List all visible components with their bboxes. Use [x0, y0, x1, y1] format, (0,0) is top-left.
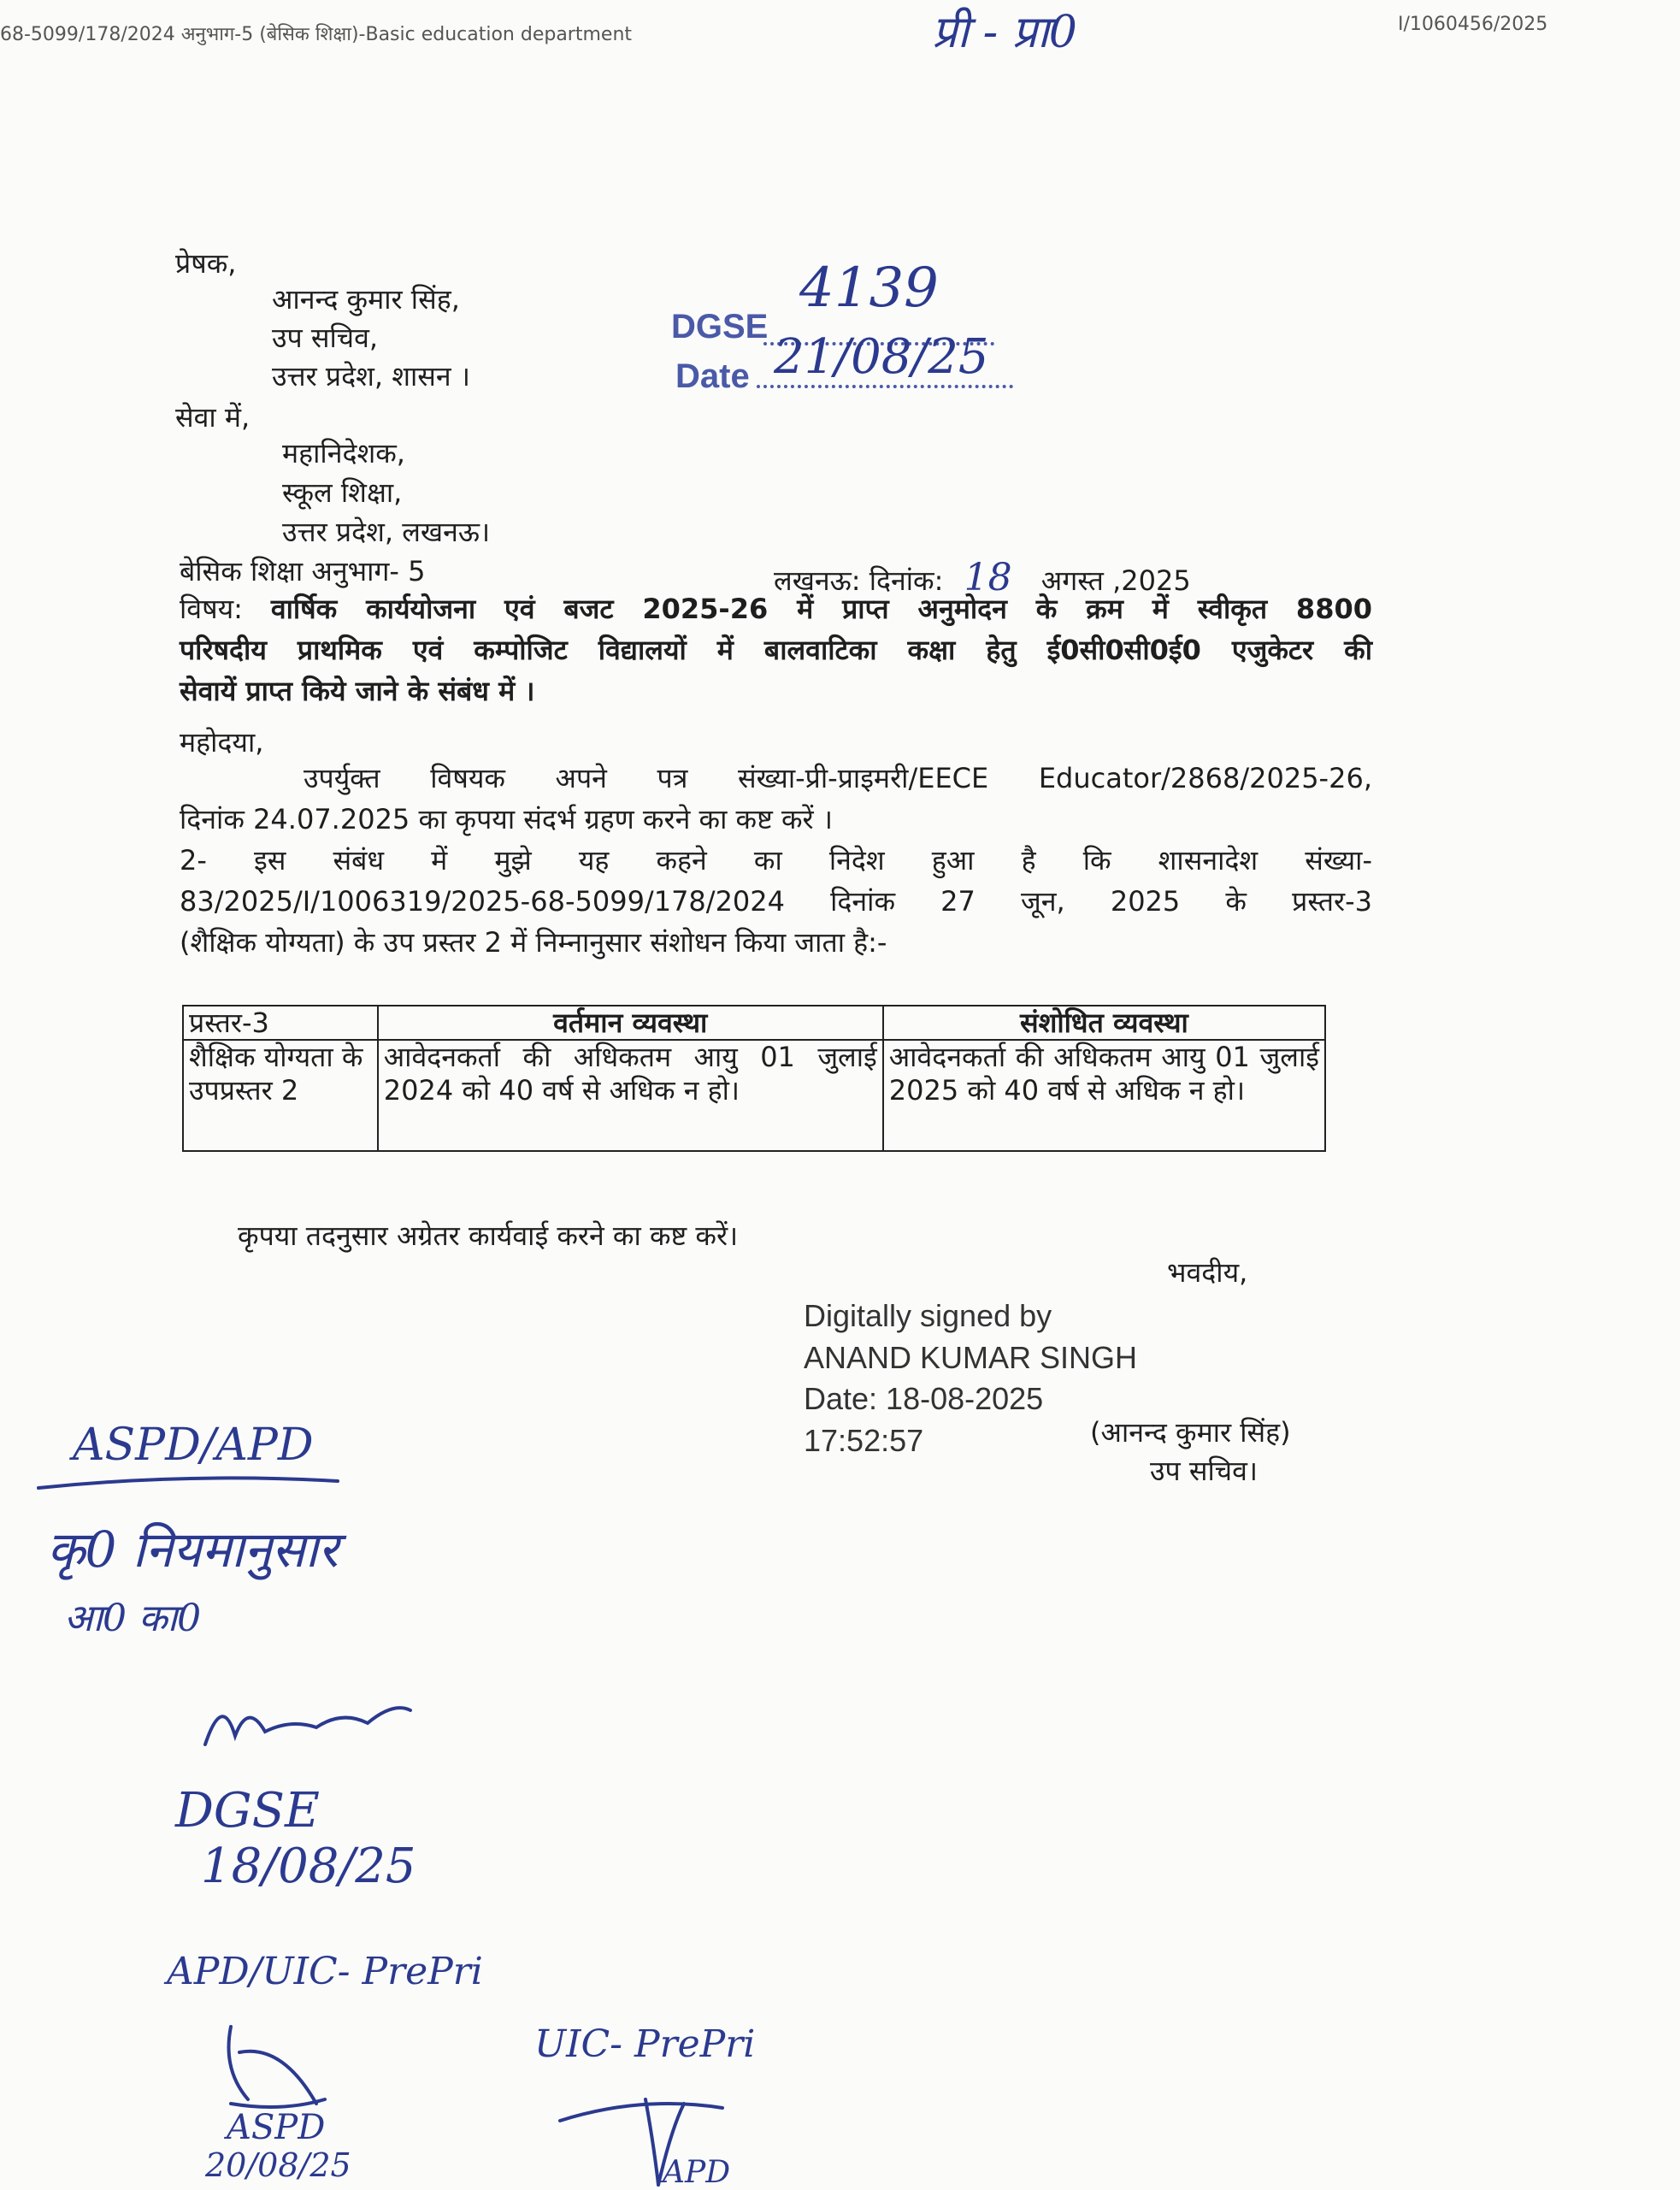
stamp-date: 21/08/25: [774, 329, 989, 385]
table-cell-para: शैक्षिक योग्यता के उपप्रस्तर 2: [183, 1040, 378, 1151]
signature-line-3: Date: 18-08-2025: [804, 1381, 1044, 1417]
initials-signature-2: [214, 2018, 333, 2112]
annotation-apd: APD: [663, 2155, 731, 2190]
digital-signature: [804, 1296, 1137, 1461]
section-name: बेसिक शिक्षा अनुभाग- 5: [180, 555, 426, 587]
stamp-date-label: Date: [675, 357, 750, 395]
annotation-dgse: DGSE: [175, 1783, 320, 1839]
subject-line-1: [180, 592, 1372, 626]
table-cell-current: आवेदनकर्ता की अधिकतम आयु 01 जुलाई 2024 को 40 वर्ष से अधिक न हो।: [378, 1040, 883, 1151]
para2-line3: (शैक्षिक योग्यता) के उप प्रस्तर 2 में निम्नानुसार संशोधन किया जाता है:-: [180, 926, 887, 959]
sender-office: उत्तर प्रदेश, शासन ।: [272, 360, 470, 393]
recipient-place: उत्तर प्रदेश, लखनऊ।: [282, 516, 491, 548]
sender-label: प्रेषक,: [175, 247, 237, 280]
para1-line1: उपर्युक्त विषयक अपने पत्र संख्या-प्री-प्राइमरी/EECE Educator/2868/2025-26,: [304, 762, 1372, 794]
request-text: कृपया तदनुसार अग्रेतर कार्यवाई करने का कष्ट करें।: [238, 1219, 739, 1252]
sender-designation: उप सचिव,: [272, 322, 379, 354]
para2-line2: 83/2025/I/1006319/2025-68-5099/178/2024 दिनांक 27 जून, 2025 के प्रस्तर-3: [180, 885, 1372, 918]
recipient-dept: स्कूल शिक्षा,: [282, 476, 403, 509]
date-prefix: लखनऊ: दिनांक:: [774, 564, 944, 597]
initials-signature: [197, 1685, 419, 1762]
annotation-necessary-action: आ0 का0: [64, 1597, 202, 1640]
sender-name: आनन्द कुमार सिंह,: [272, 283, 460, 316]
annotation-uic-prepri: UIC- PrePri: [534, 2022, 756, 2066]
annotation-dgse-date: 18/08/25: [201, 1839, 416, 1894]
annotation-apd-uic: APD/UIC- PrePri: [167, 1950, 483, 1993]
annotation-as-per-rules: कृ0 नियमानुसार: [47, 1520, 339, 1579]
table-header-revised: संशोधित व्यवस्था: [883, 1006, 1325, 1040]
table-header-current: वर्तमान व्यवस्था: [378, 1006, 883, 1040]
table-header-para: प्रस्तर-3: [183, 1006, 378, 1040]
subject-line-2: परिषदीय प्राथमिक एवं कम्पोजिट विद्यालयों में बालवाटिका कक्षा हेतु ई0सी0सी0ई0 एजुकेटर की: [180, 634, 1372, 666]
document-id: I/1060456/2025: [1398, 14, 1548, 35]
signatory-designation: उप सचिव।: [1150, 1455, 1259, 1487]
table-cell-revised: आवेदनकर्ता की अधिकतम आयु 01 जुलाई 2025 को 40 वर्ष से अधिक न हो।: [883, 1040, 1325, 1151]
table-header-row: [183, 1006, 1325, 1040]
annotation-aspd-apd: ASPD/APD: [73, 1420, 314, 1471]
recipient-label: सेवा में,: [175, 401, 251, 434]
salutation: महोदया,: [180, 726, 264, 759]
signatory-name: (आनन्द कुमार सिंह): [1090, 1416, 1291, 1449]
signature-line-4: 17:52:57: [804, 1422, 924, 1458]
file-reference: 68-5099/178/2024 अनुभाग-5 (बेसिक शिक्षा)-Basic education department: [0, 24, 633, 45]
handwritten-top-note: प्री - प्रा0: [932, 7, 1077, 58]
underline-mark: [34, 1471, 342, 1496]
table-row: [183, 1040, 1325, 1151]
stamp-number: 4139: [799, 257, 939, 320]
subject-line-3: सेवायें प्राप्त किये जाने के संबंध में ।: [180, 675, 535, 707]
signature-line-1: Digitally signed by: [804, 1298, 1052, 1333]
para2-line1: 2- इस संबंध में मुझे यह कहने का निदेश हुआ है कि शासनादेश संख्या-: [180, 844, 1372, 877]
receipt-stamp: [671, 257, 1030, 402]
annotation-aspd-date: 20/08/25: [205, 2146, 351, 2184]
signature-line-2: ANAND KUMAR SINGH: [804, 1339, 1138, 1375]
stamp-date-line: [757, 385, 1013, 388]
subject-text-1: वार्षिक कार्ययोजना एवं बजट 2025-26 में प्राप्त अनुमोदन के क्रम में स्वीकृत 8800: [270, 593, 1372, 625]
annotation-aspd: ASPD: [227, 2108, 326, 2147]
date-suffix: अगस्त ,2025: [1040, 564, 1191, 597]
amendment-table: [182, 1005, 1326, 1152]
stamp-no-label: DGSE: [671, 308, 769, 345]
closing: भवदीय,: [1167, 1256, 1248, 1289]
subject-label: विषय:: [180, 593, 243, 625]
para1-line2: दिनांक 24.07.2025 का कृपया संदर्भ ग्रहण करने का कष्ट करें ।: [180, 803, 833, 835]
date-day: 18: [964, 556, 1012, 599]
recipient-title: महानिदेशक,: [282, 437, 405, 469]
